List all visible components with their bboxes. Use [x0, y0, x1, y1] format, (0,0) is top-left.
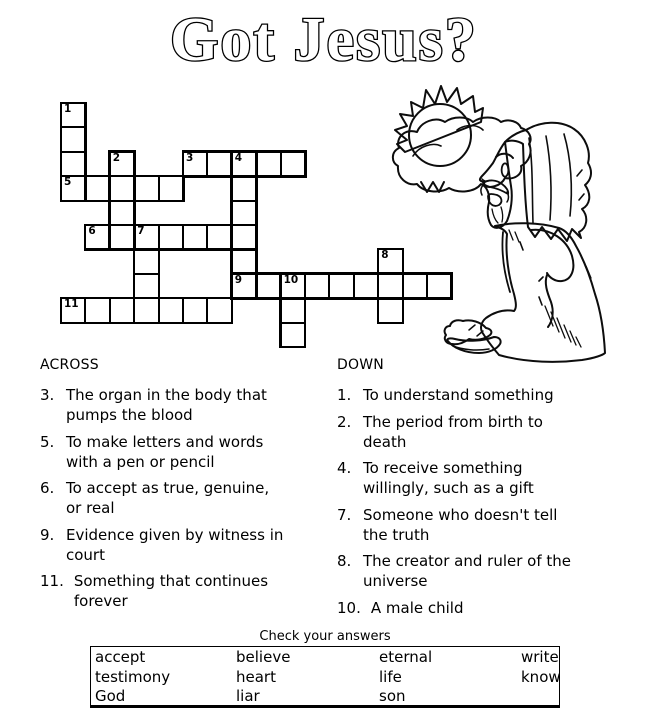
cell-number: 4: [234, 151, 243, 164]
crossword-cell-r7c15[interactable]: [427, 274, 451, 298]
crossword-cell-r8c5[interactable]: [183, 298, 207, 322]
page-title-text: Got Jesus?: [170, 6, 478, 74]
cell-number: 2: [112, 151, 121, 164]
crossword-cell-r5c4[interactable]: [159, 225, 183, 249]
clue-number: 3.: [40, 386, 55, 404]
crossword-cell-r2c6[interactable]: [207, 152, 231, 176]
clue-across-5: [40, 432, 320, 472]
cell-number: 11: [64, 298, 79, 311]
crossword-grid: [61, 103, 453, 348]
clue-number: 7.: [337, 505, 352, 524]
answer-word: life: [379, 667, 402, 686]
crossword-cell-r3c1[interactable]: [85, 176, 109, 200]
crossword-cell-r7c14[interactable]: [403, 274, 427, 298]
cell-number: 9: [234, 273, 243, 286]
crossword-cell-r8c2[interactable]: [110, 298, 134, 322]
clue-number: 10.: [337, 598, 361, 617]
crossword-cell-r4c7[interactable]: [232, 201, 256, 225]
clue-text: Someone who doesn't tell the truth: [363, 505, 558, 544]
clue-across-3: [40, 385, 320, 425]
crossword-cell-r3c0[interactable]: [61, 176, 85, 200]
crossword-cell-r8c13[interactable]: [378, 298, 402, 322]
answer-column-3: [379, 648, 432, 707]
crossword-cell-r7c11[interactable]: [329, 274, 353, 298]
clue-number: 11.: [40, 572, 64, 590]
crossword-cell-r8c3[interactable]: [134, 298, 158, 322]
clue-text: To receive something willingly, such as a gift: [363, 459, 534, 497]
clue-text: Evidence given by witness in court: [66, 525, 284, 564]
crossword-cell-r7c8[interactable]: [256, 274, 280, 298]
down-clues: [337, 357, 637, 624]
crossword-cell-r2c8[interactable]: [256, 152, 280, 176]
clue-across-11: [40, 571, 320, 611]
crossword-cell-r3c3[interactable]: [134, 176, 158, 200]
clue-text: To make letters and words with a pen or pencil: [66, 432, 264, 471]
clue-down-2: [337, 412, 637, 452]
answer-word: write: [521, 648, 559, 666]
crossword-cell-r0c0[interactable]: [61, 103, 85, 127]
crossword-cell-r8c1[interactable]: [85, 298, 109, 322]
cell-number: 8: [381, 249, 389, 262]
crossword-cell-r6c13[interactable]: [378, 249, 402, 273]
clue-number: 2.: [337, 412, 352, 431]
answer-key-caption: Check your answers: [259, 629, 391, 644]
crossword-cell-r5c7[interactable]: [232, 225, 256, 249]
across-header: ACROSS: [40, 357, 99, 373]
crossword-cell-r5c6[interactable]: [207, 225, 231, 249]
jesus-figure: [445, 123, 605, 362]
down-clue-list: [337, 385, 637, 618]
crossword-cell-r5c1[interactable]: [85, 225, 109, 249]
answer-word: accept: [95, 648, 146, 666]
crossword-cell-r7c13[interactable]: [378, 274, 402, 298]
cell-number: 3: [186, 151, 194, 164]
across-clue-list: [40, 385, 320, 611]
page-title: [0, 0, 648, 82]
crossword-cell-r1c0[interactable]: [61, 127, 85, 151]
crossword-cell-r2c0[interactable]: [61, 152, 85, 176]
crossword-cell-r7c9[interactable]: [281, 274, 305, 298]
cell-number: 10: [283, 273, 299, 286]
crossword-cell-r5c5[interactable]: [183, 225, 207, 249]
crossword-cell-r8c6[interactable]: [207, 298, 231, 322]
cell-number: 6: [88, 225, 96, 237]
clue-number: 8.: [337, 552, 352, 570]
crossword-cell-r6c7[interactable]: [232, 249, 256, 273]
clue-number: 6.: [40, 479, 55, 497]
answer-word: liar: [236, 687, 260, 705]
crossword-cell-r7c12[interactable]: [354, 274, 378, 298]
clue-text: Something that continues forever: [73, 572, 269, 610]
clue-number: 5.: [40, 432, 55, 451]
clue-text: A male child: [370, 598, 464, 617]
crossword-cell-r5c3[interactable]: [134, 225, 158, 249]
clue-down-4: [337, 458, 637, 498]
cell-number: 7: [137, 225, 145, 237]
across-clues: [40, 357, 320, 618]
clue-across-6: [40, 478, 320, 518]
crossword-cell-r2c5[interactable]: [183, 152, 207, 176]
answer-box: [90, 646, 560, 708]
clue-down-7: [337, 505, 637, 545]
answer-word: heart: [236, 667, 276, 686]
crossword-cell-r5c2[interactable]: [110, 225, 134, 249]
clue-number: 1.: [337, 386, 352, 404]
answer-column-2: [236, 648, 290, 707]
clue-text: To accept as true, genuine, or real: [66, 479, 270, 517]
clue-number: 9.: [40, 525, 55, 544]
answer-column-1: [95, 648, 170, 707]
clue-down-1: [337, 385, 637, 405]
clue-down-10: [337, 598, 637, 618]
clue-number: 4.: [337, 459, 352, 477]
cell-number: 5: [64, 176, 72, 189]
crossword-cell-r2c2[interactable]: [110, 152, 134, 176]
crossword-cell-r7c7[interactable]: [232, 274, 256, 298]
crossword-cell-r8c4[interactable]: [159, 298, 183, 322]
crossword-cell-r9c9[interactable]: [281, 323, 305, 347]
clue-text: To understand something: [363, 386, 554, 404]
answer-word: eternal: [379, 648, 433, 666]
cell-number: 1: [64, 103, 72, 115]
clue-text: The organ in the body that pumps the blood: [66, 386, 267, 424]
answer-word: believe: [236, 648, 291, 666]
crossword-cell-r4c2[interactable]: [110, 201, 134, 225]
answer-word: testimony: [95, 667, 171, 686]
crossword-cell-r3c7[interactable]: [232, 176, 256, 200]
answer-word: son: [379, 687, 406, 705]
crossword-cell-r3c2[interactable]: [110, 176, 134, 200]
crossword-cell-r6c3[interactable]: [134, 249, 158, 273]
answer-word: know: [521, 667, 561, 686]
clue-down-8: [337, 551, 637, 591]
answer-word: God: [95, 687, 126, 705]
crossword-cell-r7c10[interactable]: [305, 274, 329, 298]
crossword-cell-r7c3[interactable]: [134, 274, 158, 298]
clue-across-9: [40, 525, 320, 565]
crossword-cell-r8c0[interactable]: [61, 298, 85, 322]
clue-text: The creator and ruler of the universe: [363, 552, 572, 590]
down-header: DOWN: [337, 357, 384, 373]
crossword-cell-r8c9[interactable]: [281, 298, 305, 322]
clue-text: The period from birth to death: [363, 412, 543, 451]
crossword-cell-r2c9[interactable]: [281, 152, 305, 176]
crossword-cell-r3c4[interactable]: [159, 176, 183, 200]
crossword-cell-r2c7[interactable]: [232, 152, 256, 176]
answer-column-4: [521, 648, 561, 687]
